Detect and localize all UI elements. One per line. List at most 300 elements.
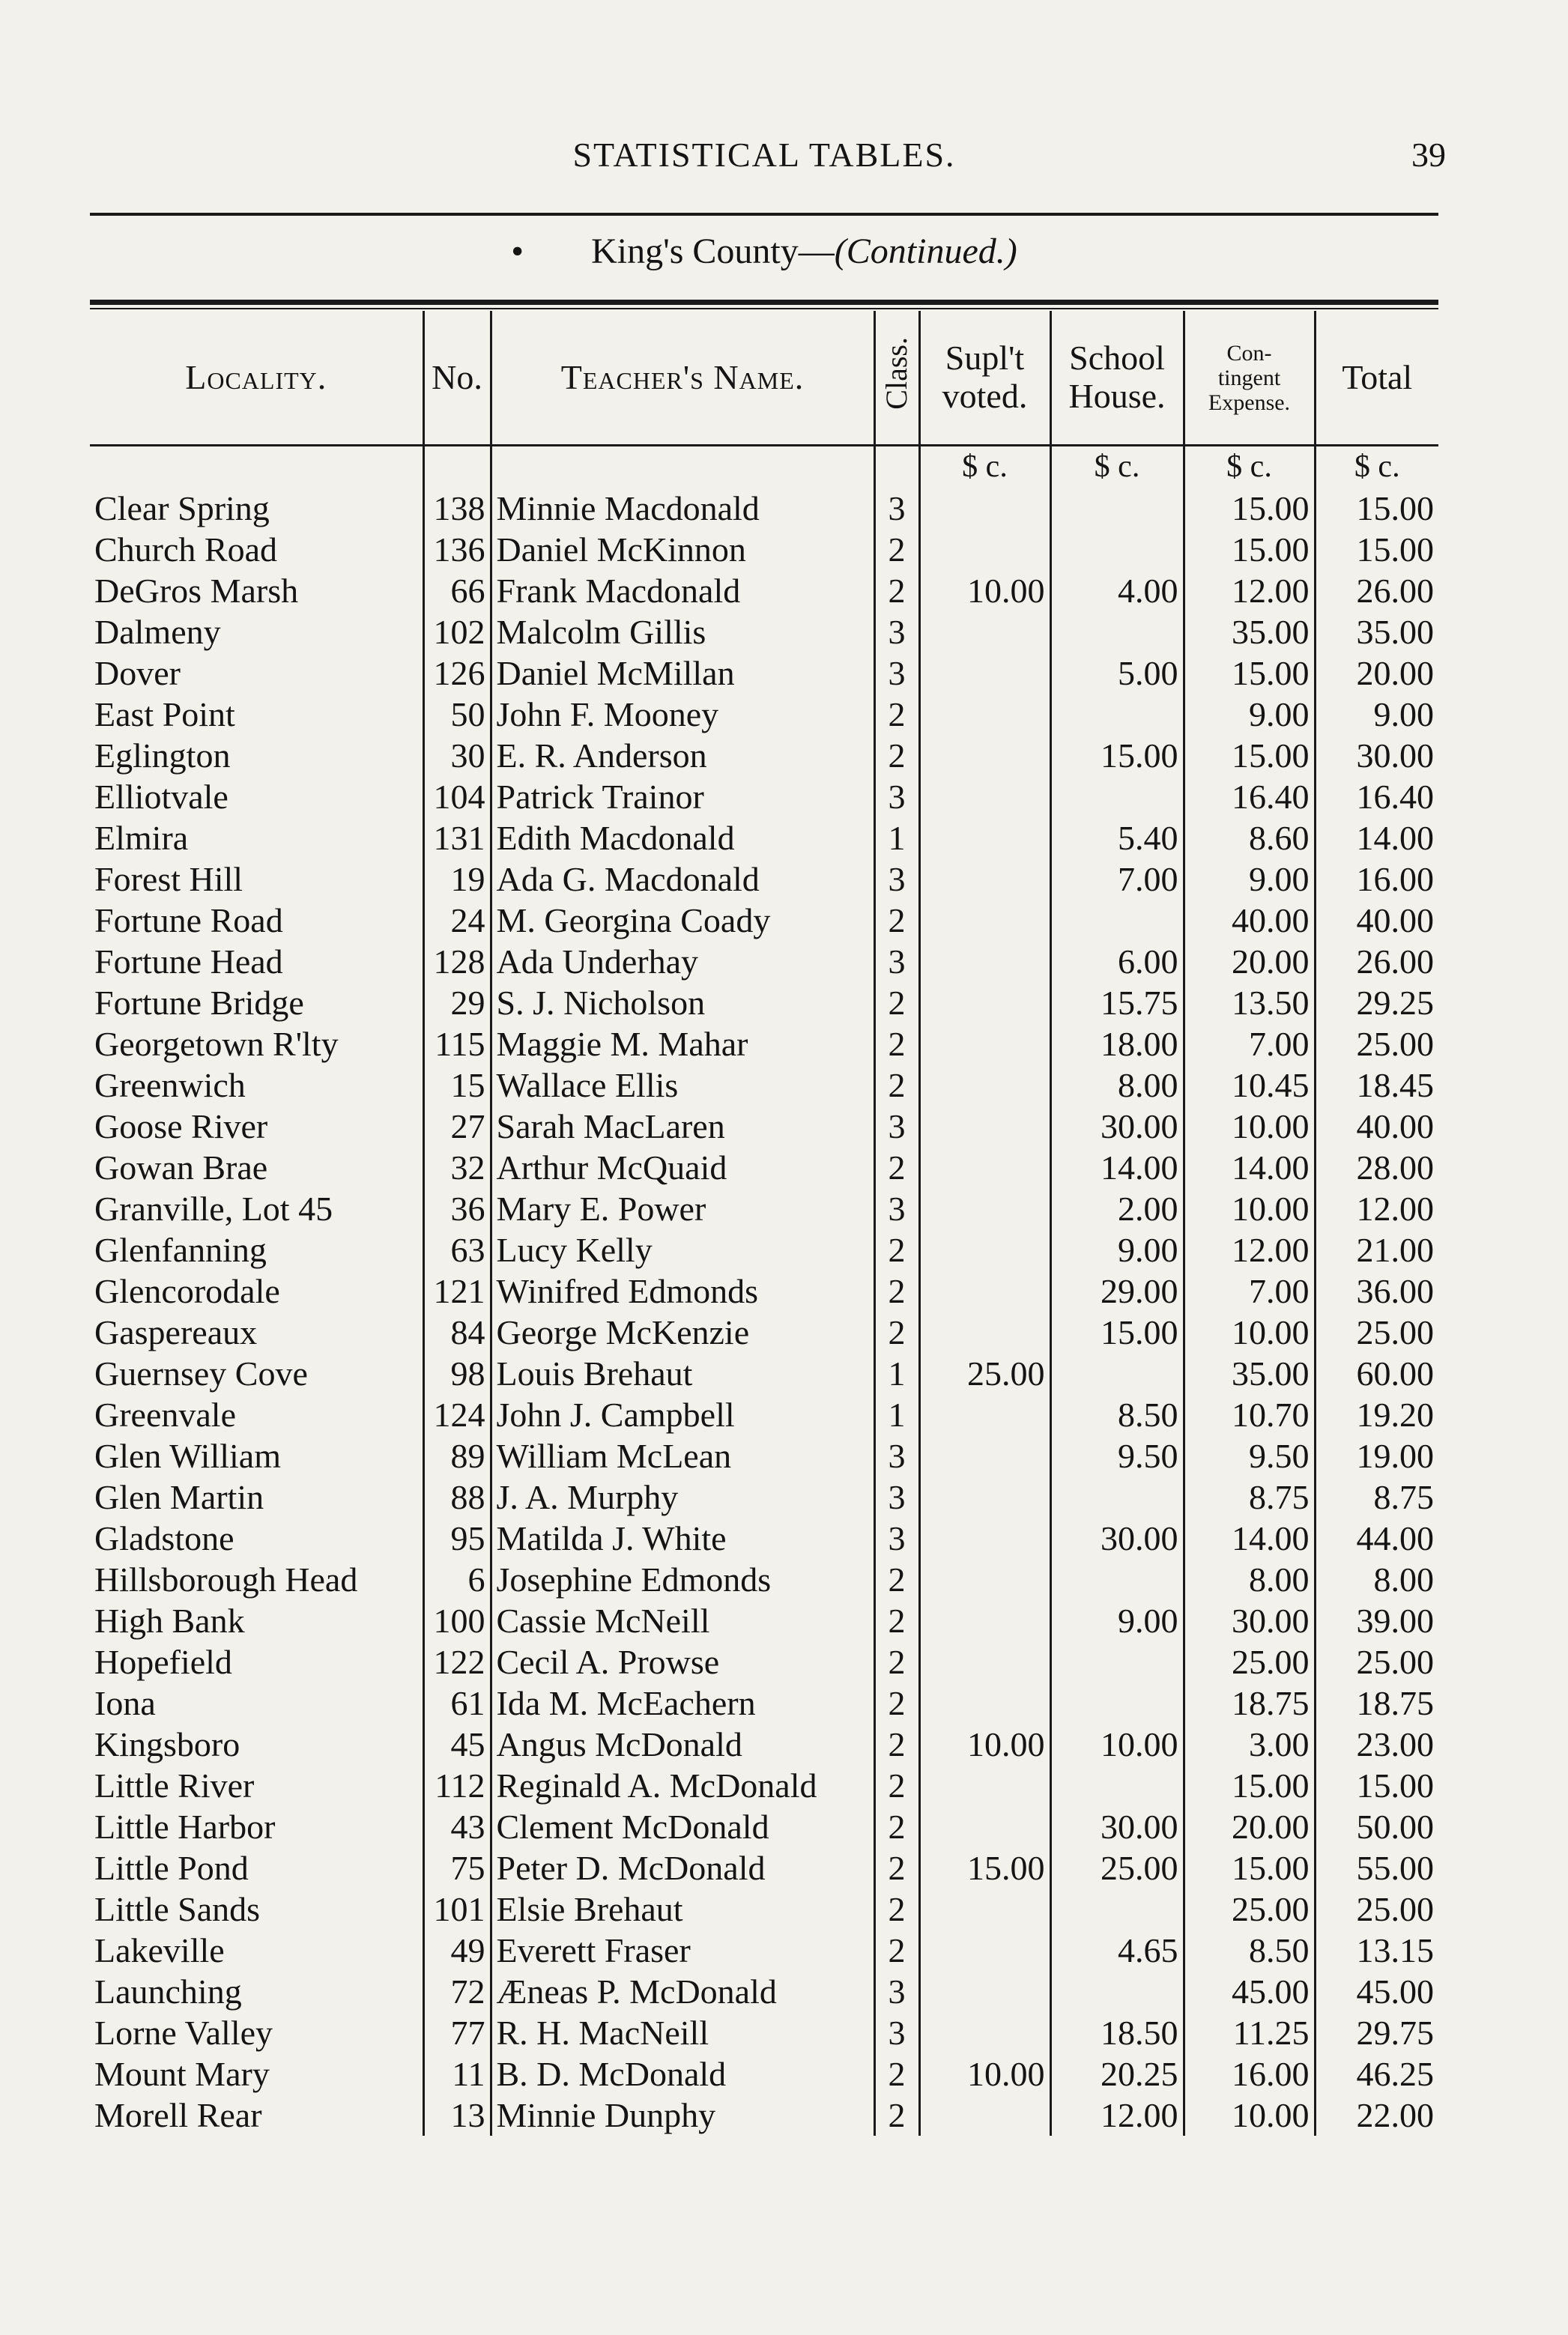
cell-number: 36 (423, 1188, 491, 1229)
table-row (90, 817, 1438, 858)
cell-number: 61 (423, 1683, 491, 1724)
cell-school-house: 8.50 (1050, 1394, 1184, 1435)
cell-contingent-expense: 9.50 (1184, 1435, 1315, 1477)
cell-number: 136 (423, 529, 491, 570)
cell-total: 8.00 (1315, 1559, 1438, 1600)
cell-number: 89 (423, 1435, 491, 1477)
cell-locality: Glenfanning (94, 1231, 267, 1269)
cell-total: 15.00 (1315, 529, 1438, 570)
cell-class: 1 (874, 1353, 919, 1394)
cell-number: 72 (423, 1971, 491, 2012)
cell-teacher-name: John J. Campbell (491, 1394, 874, 1435)
table-row (90, 1271, 1438, 1312)
cell-class: 3 (874, 1971, 919, 2012)
cell-contingent-expense: 13.50 (1184, 982, 1315, 1023)
cell-locality: Lorne Valley (94, 2014, 273, 2052)
running-title: STATISTICAL TABLES. (572, 136, 956, 174)
cell-contingent-expense: 14.00 (1184, 1518, 1315, 1559)
table-row (90, 652, 1438, 694)
table-top-rule-thick (90, 300, 1438, 305)
cell-number: 30 (423, 735, 491, 776)
cell-class: 2 (874, 1765, 919, 1806)
cell-contingent-expense: 25.00 (1184, 1889, 1315, 1930)
header-rule (90, 213, 1438, 216)
cell-teacher-name: Malcolm Gillis (491, 611, 874, 652)
cell-locality: Elliotvale (94, 778, 228, 816)
cell-number: 24 (423, 900, 491, 941)
subtitle-main: King's County— (591, 231, 835, 271)
cell-teacher-name: Sarah MacLaren (491, 1106, 874, 1147)
cell-class: 3 (874, 488, 919, 529)
cell-supplement-voted (919, 2095, 1050, 2136)
cell-class: 2 (874, 1724, 919, 1765)
cell-total: 29.75 (1315, 2012, 1438, 2053)
cell-class: 1 (874, 1394, 919, 1435)
cell-number: 6 (423, 1559, 491, 1600)
cell-number: 84 (423, 1312, 491, 1353)
cell-class: 3 (874, 1188, 919, 1229)
table-row (90, 1971, 1438, 2012)
cell-total: 19.20 (1315, 1394, 1438, 1435)
cell-contingent-expense: 16.40 (1184, 776, 1315, 817)
cell-total: 39.00 (1315, 1600, 1438, 1641)
cell-school-house: 30.00 (1050, 1106, 1184, 1147)
cell-contingent-expense: 9.00 (1184, 858, 1315, 900)
cell-class: 2 (874, 1889, 919, 1930)
table-row (90, 1435, 1438, 1477)
cell-school-house (1050, 488, 1184, 529)
cell-number: 63 (423, 1229, 491, 1271)
unit-cell-teacher (491, 446, 874, 488)
cell-contingent-expense: 40.00 (1184, 900, 1315, 941)
cell-locality: Goose River (94, 1107, 268, 1145)
cell-teacher-name: Lucy Kelly (491, 1229, 874, 1271)
cell-supplement-voted (919, 817, 1050, 858)
cell-supplement-voted (919, 611, 1050, 652)
cell-class: 2 (874, 1930, 919, 1971)
cell-school-house: 15.00 (1050, 1312, 1184, 1353)
cell-teacher-name: Angus McDonald (491, 1724, 874, 1765)
cell-contingent-expense: 10.00 (1184, 1106, 1315, 1147)
table-row (90, 1889, 1438, 1930)
cell-supplement-voted (919, 941, 1050, 982)
cell-supplement-voted (919, 1394, 1050, 1435)
cell-school-house: 6.00 (1050, 941, 1184, 982)
cell-school-house (1050, 900, 1184, 941)
cell-locality: Hopefield (94, 1643, 232, 1681)
cell-locality: Gladstone (94, 1519, 234, 1557)
cell-teacher-name: Frank Macdonald (491, 570, 874, 611)
table-row (90, 1023, 1438, 1064)
cell-school-house: 18.00 (1050, 1023, 1184, 1064)
table-row (90, 1147, 1438, 1188)
cell-school-house (1050, 1477, 1184, 1518)
unit-row (90, 446, 1438, 488)
cell-number: 112 (423, 1765, 491, 1806)
cell-teacher-name: Ida M. McEachern (491, 1683, 874, 1724)
cell-total: 50.00 (1315, 1806, 1438, 1847)
cell-contingent-expense: 9.00 (1184, 694, 1315, 735)
cell-total: 16.00 (1315, 858, 1438, 900)
cell-number: 95 (423, 1518, 491, 1559)
cell-total: 9.00 (1315, 694, 1438, 735)
cell-total: 20.00 (1315, 652, 1438, 694)
cell-contingent-expense: 10.00 (1184, 1188, 1315, 1229)
col-header-class (874, 311, 919, 446)
cell-contingent-expense: 15.00 (1184, 735, 1315, 776)
cell-supplement-voted (919, 694, 1050, 735)
cell-locality: Glen Martin (94, 1478, 264, 1516)
cell-number: 131 (423, 817, 491, 858)
cell-supplement-voted: 15.00 (919, 1847, 1050, 1889)
col-header-class-label: Class. (880, 337, 913, 411)
col-header-school-line1: School (1069, 339, 1165, 378)
subtitle-continued: (Continued.) (834, 231, 1017, 271)
cell-supplement-voted (919, 1518, 1050, 1559)
cell-total: 13.15 (1315, 1930, 1438, 1971)
cell-class: 3 (874, 652, 919, 694)
cell-teacher-name: John F. Mooney (491, 694, 874, 735)
unit-school: $ c. (1050, 446, 1184, 488)
cell-school-house (1050, 1353, 1184, 1394)
cell-teacher-name: Josephine Edmonds (491, 1559, 874, 1600)
table-row (90, 982, 1438, 1023)
cell-supplement-voted: 25.00 (919, 1353, 1050, 1394)
cell-school-house (1050, 1559, 1184, 1600)
cell-number: 102 (423, 611, 491, 652)
cell-class: 3 (874, 2012, 919, 2053)
cell-teacher-name: Cassie McNeill (491, 1600, 874, 1641)
cell-contingent-expense: 35.00 (1184, 611, 1315, 652)
cell-school-house: 9.50 (1050, 1435, 1184, 1477)
unit-cell-no (423, 446, 491, 488)
cell-supplement-voted (919, 1435, 1050, 1477)
cell-total: 36.00 (1315, 1271, 1438, 1312)
cell-locality: Fortune Head (94, 942, 283, 981)
table-row (90, 1683, 1438, 1724)
cell-class: 2 (874, 2095, 919, 2136)
table-row (90, 2012, 1438, 2053)
cell-class: 2 (874, 982, 919, 1023)
cell-locality: Clear Spring (94, 489, 270, 527)
cell-contingent-expense: 45.00 (1184, 1971, 1315, 2012)
cell-locality: Eglington (94, 736, 231, 775)
cell-class: 2 (874, 529, 919, 570)
cell-total: 12.00 (1315, 1188, 1438, 1229)
cell-number: 15 (423, 1064, 491, 1106)
cell-total: 28.00 (1315, 1147, 1438, 1188)
cell-teacher-name: Edith Macdonald (491, 817, 874, 858)
cell-school-house: 15.75 (1050, 982, 1184, 1023)
cell-locality: Church Road (94, 530, 278, 569)
table-row (90, 611, 1438, 652)
cell-teacher-name: M. Georgina Coady (491, 900, 874, 941)
cell-school-house (1050, 529, 1184, 570)
cell-total: 18.45 (1315, 1064, 1438, 1106)
cell-school-house: 18.50 (1050, 2012, 1184, 2053)
cell-teacher-name: Mary E. Power (491, 1188, 874, 1229)
cell-number: 13 (423, 2095, 491, 2136)
cell-teacher-name: George McKenzie (491, 1312, 874, 1353)
cell-locality: Kingsboro (94, 1725, 240, 1763)
cell-supplement-voted (919, 1683, 1050, 1724)
table-row (90, 570, 1438, 611)
table-row (90, 1559, 1438, 1600)
cell-total: 14.00 (1315, 817, 1438, 858)
cell-class: 2 (874, 1600, 919, 1641)
cell-locality: Greenvale (94, 1396, 236, 1434)
col-header-contingent (1184, 311, 1315, 446)
cell-teacher-name: Maggie M. Mahar (491, 1023, 874, 1064)
cell-total: 8.75 (1315, 1477, 1438, 1518)
cell-supplement-voted (919, 1930, 1050, 1971)
cell-school-house (1050, 1765, 1184, 1806)
cell-total: 29.25 (1315, 982, 1438, 1023)
table-row (90, 1229, 1438, 1271)
cell-number: 128 (423, 941, 491, 982)
cell-locality: Lakeville (94, 1931, 225, 1969)
cell-school-house: 30.00 (1050, 1806, 1184, 1847)
cell-class: 3 (874, 1435, 919, 1477)
cell-supplement-voted (919, 1641, 1050, 1683)
cell-supplement-voted: 10.00 (919, 570, 1050, 611)
cell-school-house: 30.00 (1050, 1518, 1184, 1559)
cell-teacher-name: Everett Fraser (491, 1930, 874, 1971)
cell-school-house (1050, 611, 1184, 652)
cell-contingent-expense: 8.75 (1184, 1477, 1315, 1518)
cell-supplement-voted: 10.00 (919, 1724, 1050, 1765)
cell-locality: Iona (94, 1684, 156, 1722)
cell-school-house: 2.00 (1050, 1188, 1184, 1229)
cell-school-house: 4.65 (1050, 1930, 1184, 1971)
table-top-rule-thin (90, 308, 1438, 309)
cell-class: 2 (874, 900, 919, 941)
cell-number: 49 (423, 1930, 491, 1971)
cell-teacher-name: Patrick Trainor (491, 776, 874, 817)
cell-locality: Gowan Brae (94, 1148, 268, 1187)
cell-number: 77 (423, 2012, 491, 2053)
cell-class: 3 (874, 1477, 919, 1518)
cell-number: 88 (423, 1477, 491, 1518)
cell-school-house: 25.00 (1050, 1847, 1184, 1889)
cell-teacher-name: Clement McDonald (491, 1806, 874, 1847)
cell-supplement-voted (919, 1477, 1050, 1518)
cell-number: 100 (423, 1600, 491, 1641)
cell-class: 2 (874, 1806, 919, 1847)
cell-total: 44.00 (1315, 1518, 1438, 1559)
col-header-suplt (919, 311, 1050, 446)
cell-class: 2 (874, 735, 919, 776)
cell-school-house: 15.00 (1050, 735, 1184, 776)
cell-school-house: 5.40 (1050, 817, 1184, 858)
cell-supplement-voted (919, 1147, 1050, 1188)
cell-teacher-name: Minnie Dunphy (491, 2095, 874, 2136)
cell-supplement-voted (919, 1023, 1050, 1064)
cell-school-house: 9.00 (1050, 1600, 1184, 1641)
cell-total: 23.00 (1315, 1724, 1438, 1765)
cell-total: 25.00 (1315, 1889, 1438, 1930)
cell-supplement-voted (919, 1971, 1050, 2012)
cell-supplement-voted (919, 652, 1050, 694)
cell-class: 3 (874, 611, 919, 652)
cell-class: 2 (874, 1064, 919, 1106)
cell-locality: Launching (94, 1972, 242, 2011)
cell-locality: DeGros Marsh (94, 572, 299, 610)
cell-total: 19.00 (1315, 1435, 1438, 1477)
table-row (90, 1765, 1438, 1806)
cell-teacher-name: Wallace Ellis (491, 1064, 874, 1106)
cell-teacher-name: E. R. Anderson (491, 735, 874, 776)
cell-contingent-expense: 15.00 (1184, 488, 1315, 529)
cell-number: 43 (423, 1806, 491, 1847)
table-row (90, 694, 1438, 735)
cell-number: 115 (423, 1023, 491, 1064)
cell-teacher-name: Elsie Brehaut (491, 1889, 874, 1930)
cell-school-house (1050, 1971, 1184, 2012)
cell-number: 121 (423, 1271, 491, 1312)
cell-locality: Gaspereaux (94, 1313, 258, 1351)
cell-contingent-expense: 8.60 (1184, 817, 1315, 858)
cell-locality: Hillsborough Head (94, 1560, 358, 1599)
table-row (90, 1106, 1438, 1147)
cell-total: 15.00 (1315, 488, 1438, 529)
col-header-locality: Locality. (90, 311, 423, 446)
cell-class: 2 (874, 1147, 919, 1188)
unit-cell-class (874, 446, 919, 488)
cell-contingent-expense: 25.00 (1184, 1641, 1315, 1683)
table-row (90, 1724, 1438, 1765)
cell-teacher-name: Daniel McMillan (491, 652, 874, 694)
cell-teacher-name: B. D. McDonald (491, 2053, 874, 2095)
cell-class: 2 (874, 1312, 919, 1353)
cell-class: 3 (874, 1518, 919, 1559)
cell-supplement-voted (919, 1229, 1050, 1271)
cell-locality: Little Pond (94, 1849, 249, 1887)
cell-locality: Greenwich (94, 1066, 246, 1104)
col-header-cont-line3: Expense. (1208, 390, 1291, 415)
cell-contingent-expense: 12.00 (1184, 570, 1315, 611)
cell-teacher-name: Daniel McKinnon (491, 529, 874, 570)
table-row (90, 1188, 1438, 1229)
cell-locality: Forest Hill (94, 860, 243, 898)
cell-supplement-voted (919, 488, 1050, 529)
cell-teacher-name: Æneas P. McDonald (491, 1971, 874, 2012)
cell-total: 35.00 (1315, 611, 1438, 652)
cell-supplement-voted (919, 2012, 1050, 2053)
table-row (90, 941, 1438, 982)
cell-supplement-voted (919, 1559, 1050, 1600)
cell-locality: Morell Rear (94, 2096, 262, 2134)
cell-school-house: 8.00 (1050, 1064, 1184, 1106)
cell-supplement-voted (919, 1889, 1050, 1930)
cell-locality: Little Sands (94, 1890, 261, 1928)
cell-contingent-expense: 15.00 (1184, 652, 1315, 694)
cell-class: 2 (874, 1559, 919, 1600)
cell-number: 98 (423, 1353, 491, 1394)
cell-school-house: 29.00 (1050, 1271, 1184, 1312)
cell-locality: Fortune Road (94, 901, 283, 939)
cell-class: 2 (874, 1023, 919, 1064)
table-row (90, 1477, 1438, 1518)
table-row (90, 1518, 1438, 1559)
cell-number: 50 (423, 694, 491, 735)
cell-total: 21.00 (1315, 1229, 1438, 1271)
col-header-teacher: Teacher's Name. (491, 311, 874, 446)
cell-number: 122 (423, 1641, 491, 1683)
cell-locality: Little Harbor (94, 1808, 276, 1846)
table-body (90, 446, 1438, 2136)
cell-total: 15.00 (1315, 1765, 1438, 1806)
cell-number: 29 (423, 982, 491, 1023)
cell-class: 3 (874, 858, 919, 900)
unit-contingent: $ c. (1184, 446, 1315, 488)
table-row (90, 2053, 1438, 2095)
cell-number: 75 (423, 1847, 491, 1889)
cell-supplement-voted (919, 1765, 1050, 1806)
cell-total: 46.25 (1315, 2053, 1438, 2095)
cell-contingent-expense: 7.00 (1184, 1271, 1315, 1312)
cell-contingent-expense: 12.00 (1184, 1229, 1315, 1271)
cell-locality: Dover (94, 654, 181, 692)
cell-class: 2 (874, 2053, 919, 2095)
cell-supplement-voted (919, 1600, 1050, 1641)
table-row (90, 1312, 1438, 1353)
cell-total: 30.00 (1315, 735, 1438, 776)
page-header (90, 135, 1446, 187)
table-row (90, 1641, 1438, 1683)
cell-locality: Glencorodale (94, 1272, 280, 1310)
cell-number: 126 (423, 652, 491, 694)
col-header-suplt-line1: Supl't (945, 339, 1025, 378)
cell-number: 124 (423, 1394, 491, 1435)
table-row (90, 2095, 1438, 2136)
col-header-no: No. (423, 311, 491, 446)
cell-teacher-name: Reginald A. McDonald (491, 1765, 874, 1806)
cell-class: 3 (874, 1106, 919, 1147)
cell-number: 66 (423, 570, 491, 611)
section-subtitle (90, 231, 1438, 272)
cell-total: 22.00 (1315, 2095, 1438, 2136)
cell-teacher-name: R. H. MacNeill (491, 2012, 874, 2053)
cell-school-house (1050, 1683, 1184, 1724)
cell-contingent-expense: 8.00 (1184, 1559, 1315, 1600)
table-header-row (90, 311, 1438, 446)
cell-locality: Mount Mary (94, 2055, 270, 2093)
cell-teacher-name: Matilda J. White (491, 1518, 874, 1559)
cell-total: 45.00 (1315, 1971, 1438, 2012)
cell-number: 27 (423, 1106, 491, 1147)
cell-school-house: 4.00 (1050, 570, 1184, 611)
table-row (90, 735, 1438, 776)
cell-contingent-expense: 15.00 (1184, 529, 1315, 570)
cell-contingent-expense: 10.45 (1184, 1064, 1315, 1106)
cell-contingent-expense: 35.00 (1184, 1353, 1315, 1394)
cell-school-house: 9.00 (1050, 1229, 1184, 1271)
cell-locality: Granville, Lot 45 (94, 1190, 333, 1228)
statistics-table (90, 311, 1438, 2136)
cell-total: 18.75 (1315, 1683, 1438, 1724)
cell-school-house: 14.00 (1050, 1147, 1184, 1188)
cell-teacher-name: S. J. Nicholson (491, 982, 874, 1023)
page-number: 39 (1411, 136, 1446, 174)
cell-locality: Guernsey Cove (94, 1354, 308, 1393)
cell-locality: East Point (94, 695, 235, 733)
cell-contingent-expense: 15.00 (1184, 1847, 1315, 1889)
cell-class: 2 (874, 1847, 919, 1889)
table-row (90, 858, 1438, 900)
cell-total: 55.00 (1315, 1847, 1438, 1889)
cell-school-house: 20.25 (1050, 2053, 1184, 2095)
